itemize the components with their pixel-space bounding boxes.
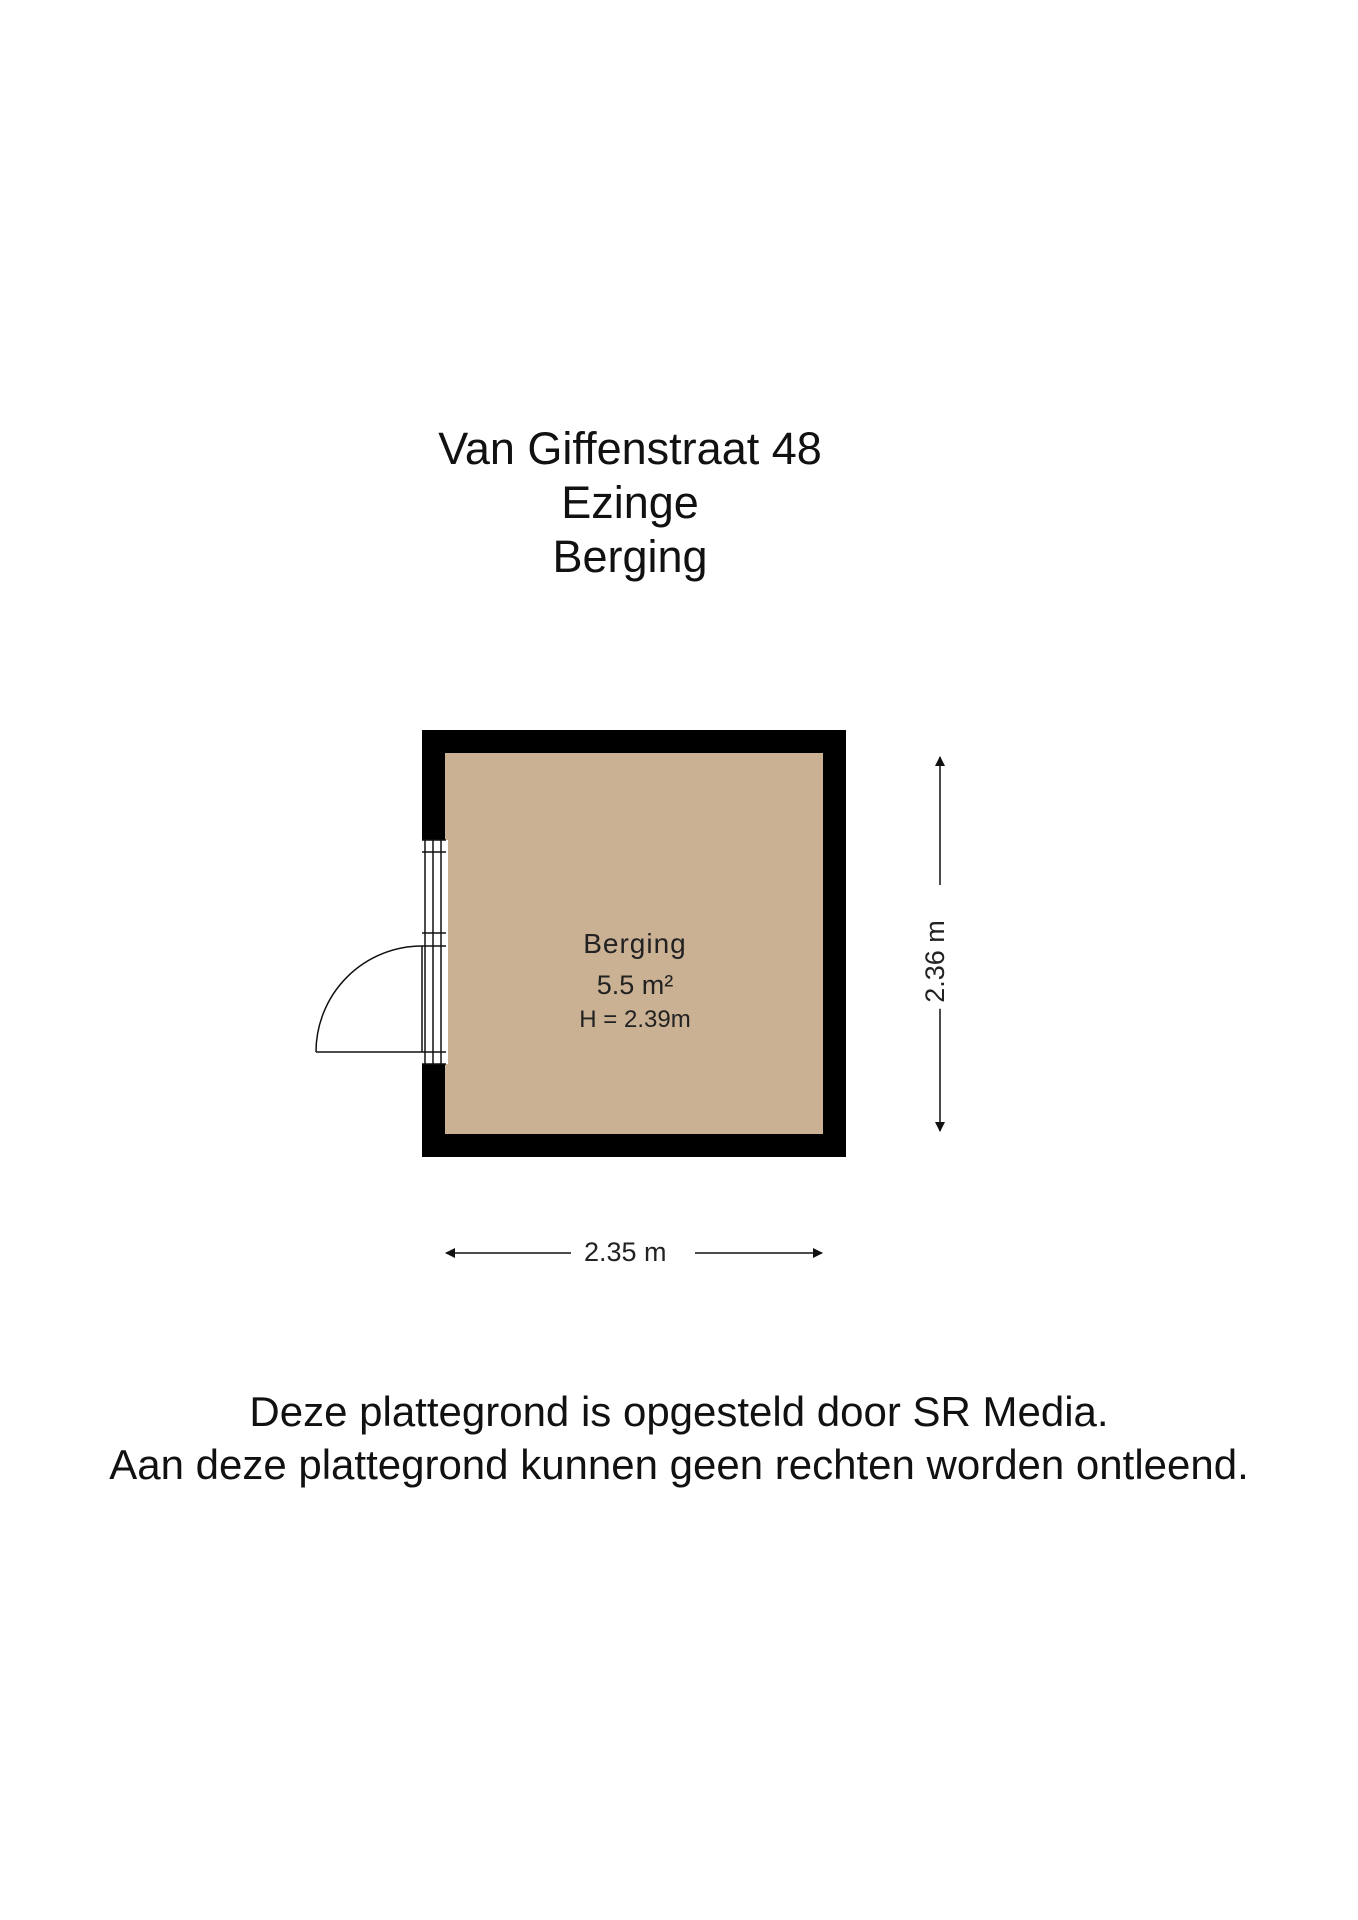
city-title: Ezinge	[561, 477, 699, 528]
width-dimension-label: 2.35 m	[578, 1237, 673, 1268]
disclaimer	[0, 1385, 1358, 1491]
room-name-label: Berging	[583, 928, 687, 959]
disclaimer-line-1: Deze plattegrond is opgesteld door SR Media.	[249, 1388, 1109, 1435]
room-height-label: H = 2.39m	[579, 1006, 691, 1033]
wall-opening	[420, 840, 448, 1064]
height-dimension-label: 2.36 m	[920, 914, 951, 1009]
room-area-label: 5.5 m²	[596, 970, 674, 1000]
floor-title: Berging	[552, 531, 708, 582]
door-swing	[316, 946, 422, 1052]
disclaimer-line-2: Aan deze plattegrond kunnen geen rechten worden ontleend.	[109, 1441, 1249, 1488]
address-title: Van Giffenstraat 48	[438, 423, 822, 474]
